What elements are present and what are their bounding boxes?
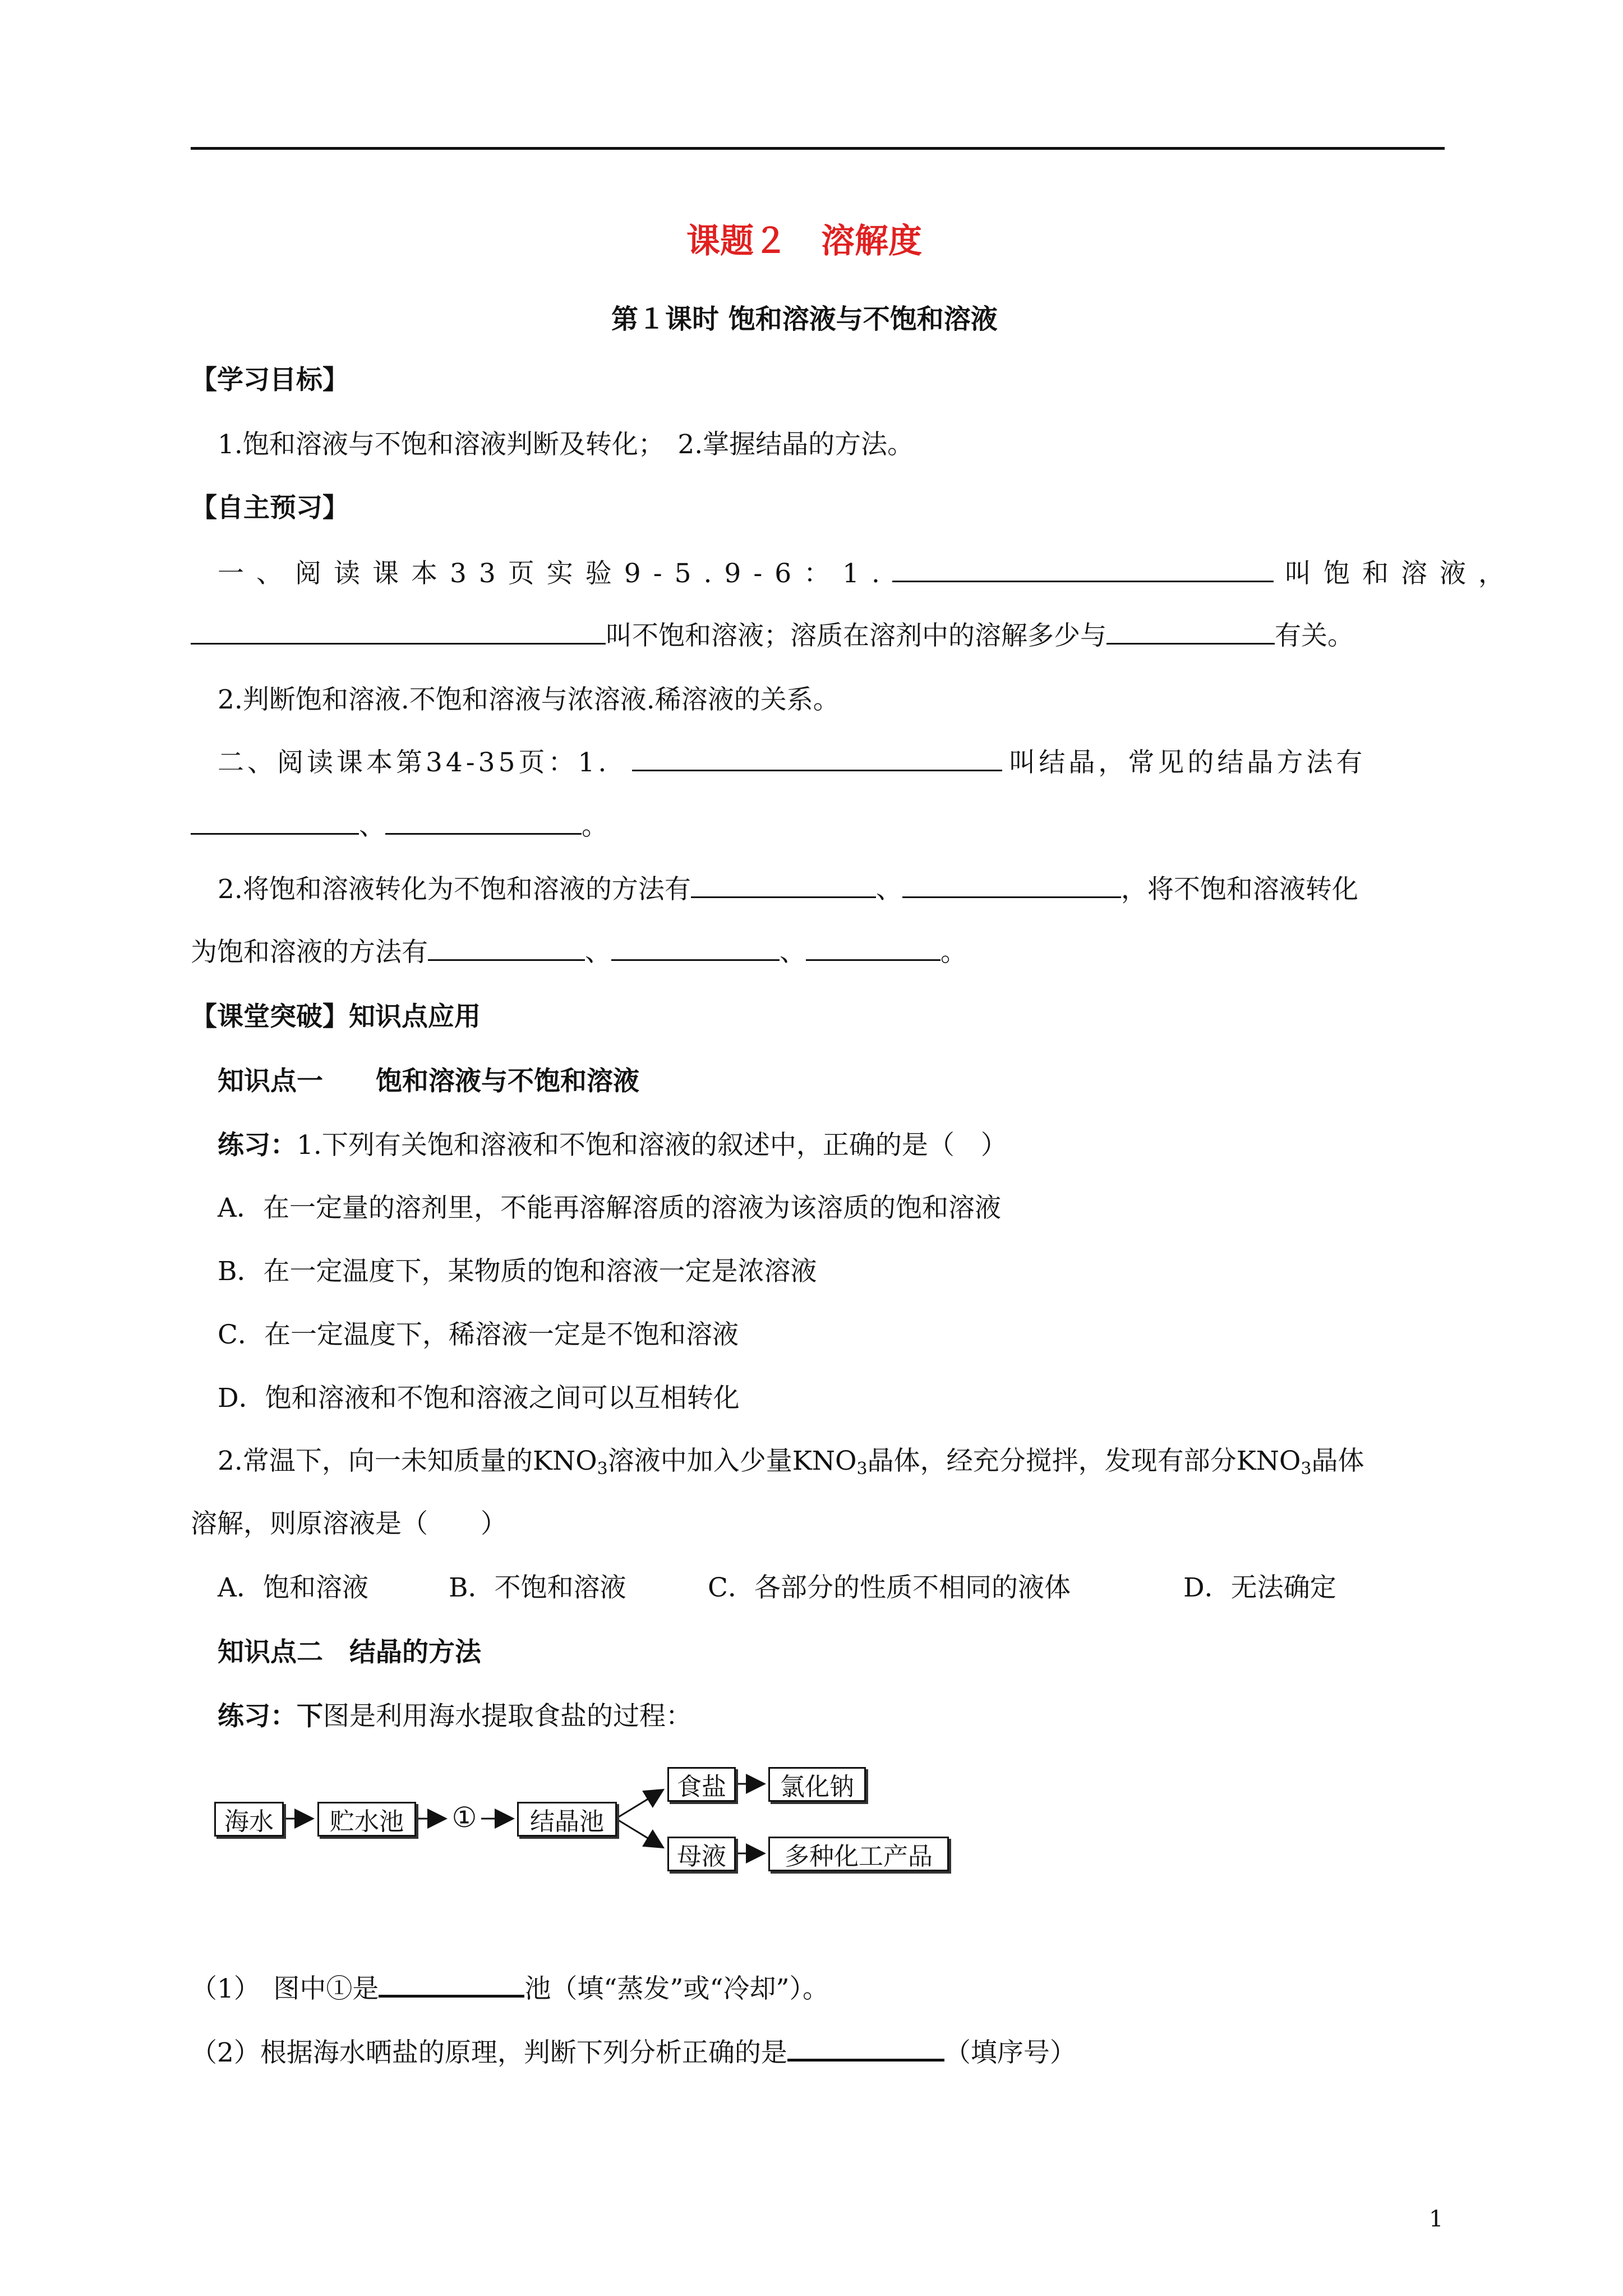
- flow-box-nacl: 氯化钠: [768, 1767, 866, 1802]
- formula-base: KNO: [532, 1446, 597, 1476]
- question-1: [191, 1968, 829, 2005]
- exercise-2-option-a[interactable]: A．饱和溶液: [218, 1572, 368, 1603]
- goals-heading: 【学习目标】: [191, 365, 349, 395]
- exercise-1-option-c[interactable]: C．在一定温度下，稀溶液一定是不饱和溶液: [218, 1319, 739, 1350]
- separator: 、: [359, 811, 385, 841]
- page-number: 1: [1429, 2206, 1444, 2232]
- exercise-intro-text: 图是利用海水提取食盐的过程：: [323, 1701, 692, 1732]
- formula-base: KNO: [792, 1446, 857, 1476]
- answer-blank[interactable]: [379, 1995, 524, 1998]
- question-2-end: （填序号）: [944, 2037, 1076, 2068]
- separator: 、: [585, 937, 611, 968]
- exercise-label-tail: 下: [297, 1701, 323, 1732]
- preview-line-2-end: 有关。: [1275, 620, 1354, 651]
- separator: 、: [780, 937, 806, 968]
- exercise-1-option-b[interactable]: B．在一定温度下，某物质的饱和溶液一定是浓溶液: [218, 1256, 817, 1287]
- preview-line-1-start: 一、阅读课本33页实验9-5.9-6：1.: [218, 558, 892, 589]
- flow-step-1: ①: [449, 1803, 480, 1832]
- exercise-2-option-d[interactable]: D．无法确定: [1183, 1572, 1336, 1603]
- arrow: [616, 1819, 662, 1847]
- preview-line-1-end: 叫饱和溶液，: [1284, 558, 1517, 589]
- flow-box-chemicals: 多种化工产品: [768, 1837, 949, 1871]
- preview-line-6-start: 2.将饱和溶液转化为不饱和溶液的方法有: [218, 874, 691, 905]
- q2-text: 2.常温下，向一未知质量的: [218, 1446, 533, 1476]
- question-2: [191, 2032, 1076, 2069]
- knowledge-point-2-heading: 知识点二 结晶的方法: [218, 1637, 481, 1668]
- preview-line-2-mid: 叫不饱和溶液；溶质在溶剂中的溶解多少与: [606, 620, 1106, 651]
- exercise-1-option-a[interactable]: A．在一定量的溶剂里，不能再溶解溶质的溶液为该溶质的饱和溶液: [218, 1193, 1001, 1223]
- formula-subscript: 3: [1301, 1459, 1312, 1479]
- flow-box-mother-liquor: 母液: [667, 1837, 736, 1871]
- formula-subscript: 3: [597, 1459, 608, 1479]
- question-1-start: （1） 图中①是: [191, 1973, 379, 2004]
- preview-line-3: 2.判断饱和溶液.不饱和溶液与浓溶液.稀溶液的关系。: [218, 684, 840, 715]
- class-heading: 【课堂突破】知识点应用: [191, 1001, 481, 1032]
- question-1-end: 池（填“蒸发”或“冷却”）。: [524, 1973, 829, 2004]
- period: 。: [940, 937, 967, 968]
- q2-text: 晶体: [1311, 1446, 1364, 1476]
- exercise-2-line-2: 溶解，则原溶液是（ ）: [191, 1508, 507, 1539]
- question-text: 1.下列有关饱和溶液和不饱和溶液的叙述中，正确的是（ ）: [297, 1130, 1007, 1161]
- period: 。: [582, 811, 608, 841]
- q2-text: 溶液中加入少量: [607, 1446, 792, 1476]
- exercise-label: 练习：: [218, 1130, 297, 1161]
- exercise-1-option-d[interactable]: D．饱和溶液和不饱和溶液之间可以互相转化: [218, 1383, 740, 1414]
- page-title: 课题２ 溶解度: [686, 222, 922, 261]
- exercise-2-option-c[interactable]: C．各部分的性质不相同的液体: [708, 1572, 1071, 1603]
- separator: 、: [875, 874, 902, 905]
- exercise-2-option-b[interactable]: B．不饱和溶液: [449, 1572, 626, 1603]
- preview-line-4-start: 二、阅读课本第34-35页：1.: [218, 747, 610, 778]
- preview-line-4-end: 叫结晶，常见的结晶方法有: [1009, 747, 1366, 778]
- arrow: [616, 1791, 662, 1819]
- flow-box-crystallizer: 结晶池: [517, 1802, 617, 1837]
- goals-text: 1.饱和溶液与不饱和溶液判断及转化； 2.掌握结晶的方法。: [218, 429, 914, 460]
- preview-line-6-end: ，将不饱和溶液转化: [1121, 874, 1358, 905]
- formula-base: KNO: [1236, 1446, 1301, 1476]
- exercise-label: 练习：: [218, 1701, 297, 1732]
- formula-subscript: 3: [856, 1459, 868, 1479]
- knowledge-point-1-heading: 知识点一 饱和溶液与不饱和溶液: [218, 1066, 639, 1097]
- flow-box-salt: 食盐: [667, 1767, 736, 1802]
- preview-heading: 【自主预习】: [191, 493, 349, 523]
- page-subtitle: 第１课时 饱和溶液与不饱和溶液: [611, 303, 998, 335]
- question-2-start: （2）根据海水晒盐的原理，判断下列分析正确的是: [191, 2037, 787, 2068]
- answer-blank[interactable]: [787, 2059, 944, 2062]
- flow-box-seawater: 海水: [214, 1802, 284, 1837]
- q2-text: 晶体，经充分搅拌，发现有部分: [867, 1446, 1237, 1476]
- flow-box-reservoir: 贮水池: [317, 1802, 416, 1837]
- preview-line-7-start: 为饱和溶液的方法有: [191, 937, 428, 968]
